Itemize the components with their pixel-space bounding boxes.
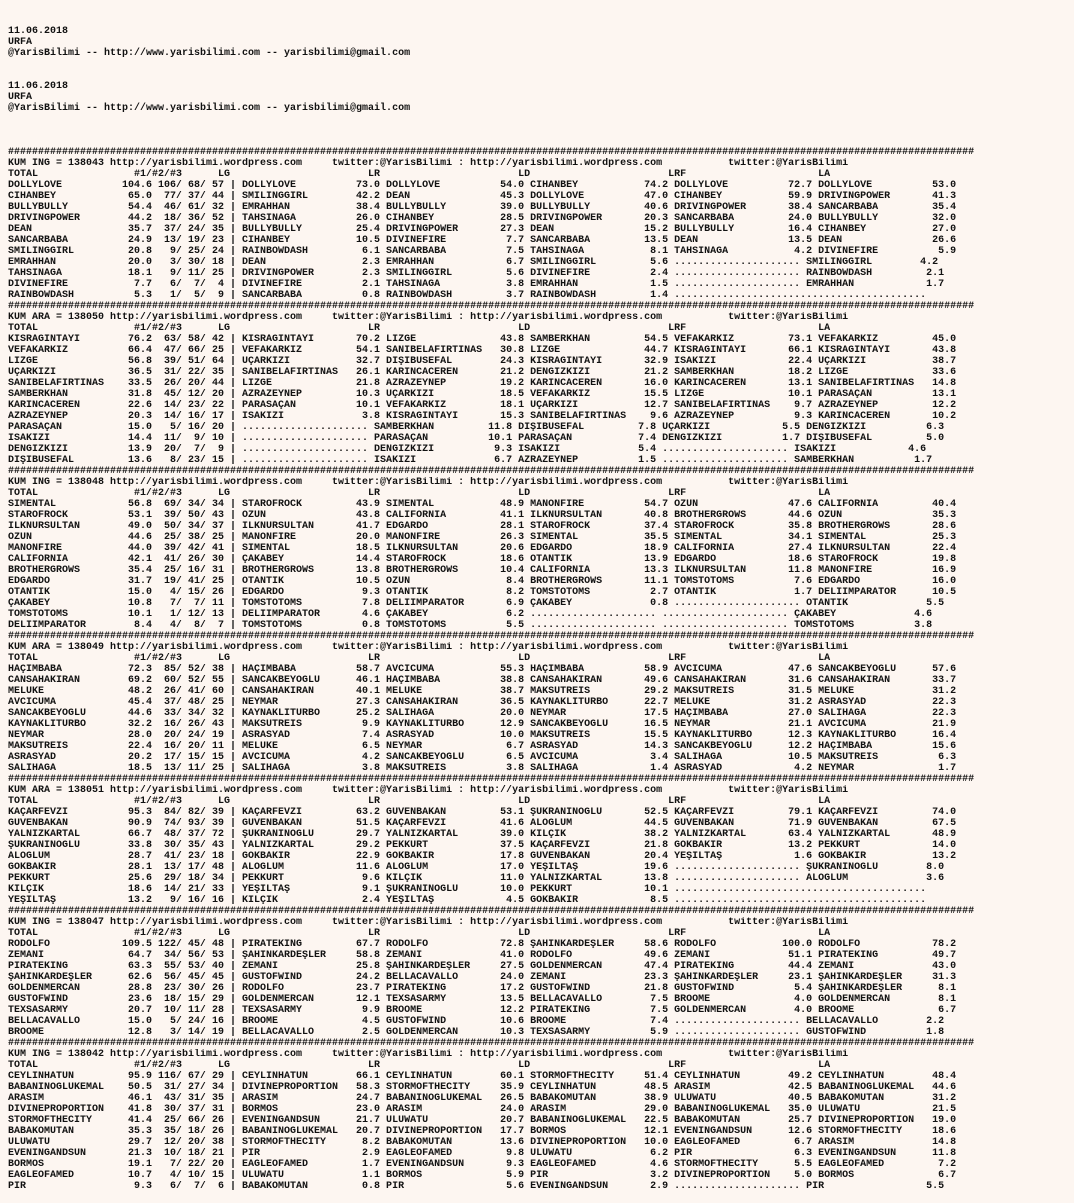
- result-row: SIMENTAL 56.8 69/ 34/ 34 | STAROFROCK 43.9 SIMENTAL 48.9 MANONFIRE 54.7 ÖZÜN 47.6 CALIFORNIA 40.4: [8, 499, 957, 510]
- result-row: YALNIZKARTAL 66.7 48/ 37/ 72 | ŞUKRANINOĞLU 29.7 YALNIZKARTAL 39.0 KILÇIK 38.2 YALNIZKARTAL 63.4 YALNIZKARTAL 48.9: [8, 829, 957, 840]
- result-row: GOLDENMERCAN 28.8 23/ 30/ 26 | RODOLFO 23.7 PIRATEKING 17.2 GUSTOFWIND 21.8 GUSTOFWIND 5.4 ŞAHİNKARDEŞLER 8.1: [8, 983, 957, 994]
- race-title-line: KUM ING = 138042 http://yarisbilimi.wordpress.com twitter:@YarisBilimi : http://yarisbilimi.wordpress.com twitter:@YarisBilimi: [8, 1049, 849, 1060]
- result-row: SANCARBABA 24.9 13/ 19/ 23 | CIHANBEY 10.5 DIVINEFIRE 7.7 SANCARBABA 13.5 DEAN 13.5 DEAN 26.6: [8, 235, 957, 246]
- result-row: GOKBAKIR 28.1 13/ 17/ 48 | ALOGLUM 11.6 ALOGLUM 17.0 YEŞİLTAŞ 19.6 ..................... ŞUKRANINOĞLU 8.0: [8, 862, 945, 873]
- result-row: TEXSASARMY 20.7 10/ 11/ 28 | TEXSASARMY 9.9 BROOME 12.2 PIRATEKING 7.5 GOLDENMERCAN 4.0 BROOME 6.7: [8, 1005, 957, 1016]
- result-row: EDGARDO 31.7 19/ 41/ 25 | OTANTİK 10.5 ÖZÜN 8.4 BROTHERGROWS 11.1 TOMSTOTOMS 7.6 EDGARDO 16.0: [8, 576, 957, 587]
- result-row: RODOLFO 109.5 122/ 45/ 48 | PIRATEKING 67.7 RODOLFO 72.8 ŞAHİNKARDEŞLER 58.6 RODOLFO 100.0 RODOLFO 78.2: [8, 939, 957, 950]
- result-row: DOLLYLOVE 104.6 106/ 68/ 57 | DOLLYLOVE 73.0 DOLLYLOVE 54.0 CIHANBEY 74.2 DOLLYLOVE 72.7 DOLLYLOVE 53.0: [8, 180, 957, 191]
- column-header-line: TOTAL #1/#2/#3 LG LR LD LRF LA: [8, 323, 831, 334]
- report-body: [8, 147, 1074, 1192]
- result-row: YEŞİLTAŞ 13.2 9/ 16/ 16 | KILÇIK 2.4 YEŞİLTAŞ 4.5 GOKBAKIR 8.5 ..........................................: [8, 895, 927, 906]
- result-row: DENGIZKIZI 13.9 20/ 7/ 9 | ..................... DENGIZKIZI 9.3 İSAKIZI 5.4 ..................... İSAKIZI 4.6: [8, 444, 927, 455]
- result-row: ASRASYAD 20.2 17/ 15/ 15 | AVCICUMA 4.2 SANCAKBEYOĞLU 6.5 AVCICUMA 3.4 SALİHAGA 10.5 MAKSUTREİS 6.3: [8, 752, 957, 763]
- result-row: DIVINEFIRE 7.7 6/ 7/ 4 | DIVINEFIRE 2.1 TAHSINAGA 3.8 EMRAHHAN 1.5 ..................... EMRAHHAN 1.7: [8, 279, 945, 290]
- header-line: @YarisBilimi -- http://www.yarisbilimi.com -- yarisbilimi@gmail.com: [8, 103, 411, 114]
- result-row: CALIFORNIA 42.1 41/ 26/ 30 | ÇAKABEY 14.4 STAROFROCK 18.6 OTANTİK 13.9 EDGARDO 18.6 STAROFROCK 19.8: [8, 554, 957, 565]
- result-row: SANİBELAFIRTINAS 33.5 26/ 20/ 44 | LİZGE 21.8 AZRAZEYNEP 19.2 KARINCACEREN 16.0 KARINCACEREN 13.1 SANİBELAFIRTINAS 14.8: [8, 378, 957, 389]
- result-row: İLKNURSULTAN 49.0 50/ 34/ 37 | İLKNURSULTAN 41.7 EDGARDO 28.1 STAROFROCK 37.4 STAROFROCK 35.8 BROTHERGROWS 28.6: [8, 521, 957, 532]
- result-row: ZEMANİ 64.7 34/ 56/ 53 | ŞAHİNKARDEŞLER 58.8 ZEMANİ 41.0 RODOLFO 49.6 ZEMANİ 51.1 PIRATEKING 49.7: [8, 950, 957, 961]
- result-row: ALOGLUM 28.7 41/ 23/ 18 | GOKBAKIR 22.9 GOKBAKIR 17.8 GÜVENBAKAN 20.4 YEŞİLTAŞ 1.6 GOKBAKIR 13.2: [8, 851, 957, 862]
- race-title-line: KUM ARA = 138051 http://yarisbilimi.wordpress.com twitter:@YarisBilimi : http://yarisbilimi.wordpress.com twitter:@YarisBilimi: [8, 785, 849, 796]
- race-title-line: KUM ING = 138048 http://yarisbilimi.wordpress.com twitter:@YarisBilimi : http://yarisbilimi.wordpress.com twitter:@YarisBilimi: [8, 477, 849, 488]
- result-row: BELLACAVALLO 15.0 5/ 24/ 16 | BROOME 4.5 GUSTOFWIND 10.6 BROOME 7.4 ..................... BELLACAVALLO 2.2: [8, 1016, 945, 1027]
- header-line: 11.06.2018: [8, 81, 69, 92]
- result-row: DRIVINGPOWER 44.2 18/ 36/ 52 | TAHSINAGA 26.0 CIHANBEY 28.5 DRIVINGPOWER 20.3 SANCARBABA 24.0 BULLYBULLY 32.0: [8, 213, 957, 224]
- result-row: EMRAHHAN 20.0 3/ 30/ 18 | DEAN 2.3 EMRAHHAN 6.7 SMILINGGIRL 5.6 ..................... SMILINGGIRL 4.2: [8, 257, 939, 268]
- section-divider: #################################################################################################################################################################: [8, 301, 975, 312]
- result-row: VEFAKARKIZ 66.4 47/ 66/ 25 | VEFAKARKIZ 54.1 SANİBELAFIRTINAS 30.8 LİZGE 44.7 KISRAĞINTAYI 66.1 KISRAĞINTAYI 43.8: [8, 345, 957, 356]
- result-row: EAGLEOFAMED 10.7 4/ 10/ 15 | ULUWATU 1.1 BORMOS 5.9 PIR 3.2 DIVINEPROPORTION 5.0 BORMOS 6.7: [8, 1170, 957, 1181]
- result-row: BROOME 12.8 3/ 14/ 19 | BELLACAVALLO 2.5 GOLDENMERCAN 10.3 TEXSASARMY 5.9 ..................... GUSTOFWIND 1.8: [8, 1027, 945, 1038]
- report-header: [8, 26, 1074, 125]
- result-row: KAYNAKLITURBO 32.2 16/ 26/ 43 | MAKSUTREİS 9.9 KAYNAKLITURBO 12.9 SANCAKBEYOĞLU 16.5 NEYMAR 21.1 AVCICUMA 21.9: [8, 719, 957, 730]
- result-row: SANCAKBEYOĞLU 44.6 33/ 34/ 32 | KAYNAKLITURBO 25.2 SALİHAGA 20.0 NEYMAR 17.5 HAÇIMBABA 27.0 SALİHAGA 22.3: [8, 708, 957, 719]
- column-header-line: TOTAL #1/#2/#3 LG LR LD LRF LA: [8, 796, 831, 807]
- result-row: ULUWATU 29.7 12/ 20/ 38 | STORMOFTHECITY 8.2 BABAKOMUTAN 13.6 DIVINEPROPORTION 10.0 EAGLEOFAMED 6.7 ARASIM 14.8: [8, 1137, 957, 1148]
- result-row: OTANTİK 15.0 4/ 15/ 26 | EDGARDO 9.3 OTANTİK 8.2 TOMSTOTOMS 2.7 OTANTİK 1.7 DELİİMPARATOR 10.5: [8, 587, 957, 598]
- section-divider: #################################################################################################################################################################: [8, 466, 975, 477]
- section-divider: #################################################################################################################################################################: [8, 906, 975, 917]
- result-row: DIVINEPROPORTION 41.8 30/ 37/ 31 | BORMOS 23.0 ARASIM 24.0 ARASIM 29.0 BABANINOĞLUKEMAL 35.0 ULUWATU 21.5: [8, 1104, 957, 1115]
- result-row: İSAKIZI 14.4 11/ 9/ 10 | ..................... PARASAÇAN 10.1 PARASAÇAN 7.4 DENGIZKIZI 1.7 DİŞİBUSEFAL 5.0: [8, 433, 945, 444]
- result-row: CEYLİNHATUN 95.9 116/ 67/ 29 | CEYLİNHATUN 66.1 CEYLİNHATUN 60.1 STORMOFTHECITY 51.4 CEYLİNHATUN 49.2 CEYLİNHATUN 48.4: [8, 1071, 957, 1082]
- column-header-line: TOTAL #1/#2/#3 LG LR LD LRF LA: [8, 653, 831, 664]
- column-header-line: TOTAL #1/#2/#3 LG LR LD LRF LA: [8, 488, 831, 499]
- section-divider: #################################################################################################################################################################: [8, 147, 975, 158]
- column-header-line: TOTAL #1/#2/#3 LG LR LD LRF LA: [8, 1060, 831, 1071]
- header-line: [8, 70, 1074, 81]
- section-divider: #################################################################################################################################################################: [8, 1038, 975, 1049]
- result-row: BORMOS 19.1 7/ 22/ 20 | EAGLEOFAMED 1.7 EVENINGANDSUN 9.3 EAGLEOFAMED 4.6 STORMOFTHECITY 5.5 EAGLEOFAMED 7.2: [8, 1159, 957, 1170]
- result-row: TAHSINAGA 18.1 9/ 11/ 25 | DRIVINGPOWER 2.3 SMILINGGIRL 5.6 DIVINEFIRE 2.4 ..................... RAINBOWDASH 2.1: [8, 268, 945, 279]
- result-row: ARASIM 46.1 43/ 31/ 35 | ARASIM 24.7 BABANINOGLUKEMAL 26.5 BABAKOMUTAN 38.9 ULUWATU 40.5 BABAKOMUTAN 31.2: [8, 1093, 957, 1104]
- header-line: URFA: [8, 37, 33, 48]
- result-row: LİZGE 56.8 39/ 51/ 64 | UÇARKIZI 32.7 DİŞİBUSEFAL 24.3 KISRAĞINTAYI 32.9 İSAKIZI 22.4 UÇARKIZI 38.7: [8, 356, 957, 367]
- column-header-line: TOTAL #1/#2/#3 LG LR LD LRF LA: [8, 169, 831, 180]
- result-row: STORMOFTHECITY 41.4 25/ 66/ 26 | EVENINGANDSUN 21.7 ULUWATU 20.7 BABANINOĞLUKEMAL 22.5 BABAKOMUTAN 25.7 DIVINEPROPORTION 19.0: [8, 1115, 957, 1126]
- result-row: RAINBOWDASH 5.3 1/ 5/ 9 | SANCARBABA 0.8 RAINBOWDASH 3.7 RAINBOWDASH 1.4 ..........................................: [8, 290, 927, 301]
- result-row: SAMBERKHAN 31.8 45/ 12/ 20 | AZRAZEYNEP 10.3 UÇARKIZI 18.5 VEFAKARKIZ 15.5 LİZGE 10.1 PARASAÇAN 13.1: [8, 389, 957, 400]
- result-row: SMILINGGIRL 20.8 9/ 25/ 24 | RAINBOWDASH 6.1 SANCARBABA 7.5 TAHSINAGA 8.1 TAHSINAĞA 4.2 DIVINEFIRE 5.9: [8, 246, 957, 257]
- result-row: EVENINGANDSUN 21.3 10/ 18/ 21 | PIR 2.9 EAGLEOFAMED 9.8 ULUWATU 6.2 PIR 6.3 EVENINGANDSUN 11.8: [8, 1148, 957, 1159]
- race-title-line: KUM ING = 138043 http://yarisbilimi.wordpress.com twitter:@YarisBilimi : http://yarisbilimi.wordpress.com twitter:@YarisBilimi: [8, 158, 849, 169]
- result-row: TOMSTOTOMS 10.1 1/ 12/ 13 | DELİİMPARATOR 4.6 ÇAKABEY 6.2 ..................... ..................... ÇAKABEY 4.6: [8, 609, 933, 620]
- race-title-line: KUM ARA = 138050 http://yarisbilimi.wordpress.com twitter:@YarisBilimi : http://yarisbilimi.wordpress.com twitter:@YarisBilimi: [8, 312, 849, 323]
- result-row: KAÇARFEVZİ 95.3 84/ 82/ 39 | KAÇARFEVZİ 63.2 GÜVENBAKAN 53.1 ŞUKRANINOĞLU 52.5 KAÇARFEVZİ 79.1 KAÇARFEVZİ 74.0: [8, 807, 957, 818]
- header-line: [8, 114, 1074, 125]
- result-row: CANSAHAKIRAN 69.2 60/ 52/ 55 | SANCAKBEYOĞLU 46.1 HAÇIMBABA 38.8 CANSAHAKIRAN 49.6 CANSAHAKIRAN 31.6 CANSAHAKIRAN 33.7: [8, 675, 957, 686]
- result-row: ÖZÜN 44.6 25/ 38/ 25 | MANONFIRE 20.0 MANONFIRE 26.3 SIMENTAL 35.5 SIMENTAL 34.1 SIMENTAL 25.3: [8, 532, 957, 543]
- result-row: GÜVENBAKAN 90.9 74/ 93/ 39 | GÜVENBAKAN 51.5 KAÇARFEVZİ 41.6 ALOGLUM 44.5 GÜVENBAKAN 71.9 GÜVENBAKAN 67.5: [8, 818, 957, 829]
- result-row: AZRAZEYNEP 20.3 14/ 16/ 17 | İSAKIZI 3.8 KISRAĞINTAYI 15.3 SANİBELAFIRTINAS 9.6 AZRAZEYNEP 9.3 KARINCACEREN 10.2: [8, 411, 957, 422]
- result-row: KILÇIK 18.6 14/ 21/ 33 | YEŞİLTAŞ 9.1 ŞUKRANINOĞLU 10.0 PEKKURT 10.1 ..........................................: [8, 884, 927, 895]
- header-line: 11.06.2018: [8, 26, 69, 37]
- result-row: BABANINOGLUKEMAL 50.5 31/ 27/ 34 | DIVINEPROPORTION 58.3 STORMOFTHECITY 35.9 CEYLİNHATUN 48.5 ARASIM 42.5 BABANINOGLUKEMAL 44.6: [8, 1082, 957, 1093]
- result-row: PARASAÇAN 15.0 5/ 16/ 20 | ..................... SAMBERKHAN 11.8 DİŞİBUSEFAL 7.8 UÇARKIZI 5.5 DENGIZKIZI 6.3: [8, 422, 945, 433]
- result-row: MANONFIRE 44.0 39/ 42/ 41 | SIMENTAL 18.5 İLKNURSULTAN 20.6 EDGARDO 18.9 CALIFORNIA 27.4 İLKNURSULTAN 22.4: [8, 543, 957, 554]
- result-row: SALİHAGA 18.5 13/ 11/ 25 | SALİHAGA 3.8 MAKSUTREİS 3.8 SALİHAGA 1.4 ASRASYAD 4.2 NEYMAR 1.7: [8, 763, 957, 774]
- result-row: ŞUKRANINOĞLU 33.8 30/ 35/ 43 | YALNIZKARTAL 29.2 PEKKURT 37.5 KAÇARFEVZİ 21.8 GOKBAKIR 13.2 PEKKURT 14.0: [8, 840, 957, 851]
- result-row: DELİİMPARATOR 8.4 4/ 8/ 7 | TOMSTOTOMS 0.8 TOMSTOTOMS 5.5 ..................... ..................... TOMSTOTOMS 3.8: [8, 620, 933, 631]
- result-row: BULLYBULLY 54.4 46/ 61/ 32 | EMRAHHAN 38.4 BULLYBULLY 39.0 BULLYBULLY 40.6 DRIVINGPOWER 38.4 SANCARBABA 35.4: [8, 202, 957, 213]
- result-row: PEKKURT 25.6 29/ 18/ 34 | PEKKURT 9.6 KILÇIK 11.0 YALNIZKARTAL 13.8 ..................... ALOGLUM 3.6: [8, 873, 945, 884]
- column-header-line: TOTAL #1/#2/#3 LG LR LD LRF LA: [8, 928, 831, 939]
- result-row: PIR 9.3 6/ 7/ 6 | BABAKOMUTAN 0.8 PIR 5.6 EVENINGANDSUN 2.9 ..................... PIR 5.5: [8, 1181, 945, 1192]
- result-row: KARINCACEREN 22.6 14/ 23/ 22 | PARASAÇAN 10.1 VEFAKARKIZ 18.1 UÇARKIZI 12.7 SANİBELAFIRTINAS 9.7 AZRAZEYNEP 12.2: [8, 400, 957, 411]
- result-row: MELUKE 48.2 26/ 41/ 60 | CANSAHAKIRAN 40.1 MELUKE 38.7 MAKSUTREİS 29.2 MAKSUTREİS 31.5 MELUKE 31.2: [8, 686, 957, 697]
- result-row: BROTHERGROWS 35.4 25/ 16/ 31 | BROTHERGROWS 13.8 BROTHERGROWS 10.4 CALIFORNIA 13.3 İLKNURSULTAN 11.8 MANONFIRE 16.9: [8, 565, 957, 576]
- result-row: PIRATEKING 63.3 55/ 53/ 40 | ZEMANİ 25.8 ŞAHİNKARDEŞLER 27.5 GOLDENMERCAN 47.4 PIRATEKING 44.4 ZEMANİ 43.0: [8, 961, 957, 972]
- result-row: CIHANBEY 65.0 77/ 37/ 44 | SMILINGGIRL 42.2 DEAN 45.3 DOLLYLOVE 47.0 CIHANBEY 59.9 DRIVINGPOWER 41.3: [8, 191, 957, 202]
- result-row: ÇAKABEY 10.8 7/ 7/ 11 | TOMSTOTOMS 7.8 DELİİMPARATOR 6.9 ÇAKABEY 0.8 ..................... OTANTİK 5.5: [8, 598, 945, 609]
- result-row: NEYMAR 28.0 20/ 24/ 19 | ASRASYAD 7.4 ASRASYAD 10.0 MAKSUTREİS 15.5 KAYNAKLITURBO 12.3 KAYNAKLITURBO 16.4: [8, 730, 957, 741]
- header-line: URFA: [8, 92, 33, 103]
- result-row: GUSTOFWIND 23.6 18/ 15/ 29 | GOLDENMERCAN 12.1 TEXSASARMY 13.5 BELLACAVALLO 7.5 BROOME 4.0 GOLDENMERCAN 8.1: [8, 994, 957, 1005]
- result-row: DEAN 35.7 37/ 24/ 35 | BULLYBULLY 25.4 DRIVINGPOWER 27.3 DEAN 15.2 BULLYBULLY 16.4 CIHANBEY 27.0: [8, 224, 957, 235]
- result-row: MAKSUTREİS 22.4 16/ 20/ 11 | MELUKE 6.5 NEYMAR 6.7 ASRASYAD 14.3 SANCAKBEYOĞLU 12.2 HAÇIMBABA 15.6: [8, 741, 957, 752]
- result-row: HAÇIMBABA 72.3 85/ 52/ 38 | HAÇIMBABA 58.7 AVCICUMA 55.3 HAÇIMBABA 58.9 AVCICUMA 47.6 SANCAKBEYOĞLU 57.6: [8, 664, 957, 675]
- header-line: @YarisBilimi -- http://www.yarisbilimi.com -- yarisbilimi@gmail.com: [8, 48, 411, 59]
- race-title-line: KUM ING = 138047 http://yarisbilimi.wordpress.com twitter:@YarisBilimi : http://yarisbilimi.wordpress.com twitter:@YarisBilimi: [8, 917, 849, 928]
- result-row: KISRAĞINTAYI 76.2 63/ 58/ 42 | KISRAĞINTAYI 70.2 LİZGE 43.8 SAMBERKHAN 54.5 VEFAKARKIZ 73.1 VEFAKARKIZ 45.0: [8, 334, 957, 345]
- result-row: STAROFROCK 53.1 39/ 50/ 43 | ÖZÜN 43.8 CALIFORNIA 41.1 İLKNURSULTAN 40.8 BROTHERGROWS 44.6 ÖZÜN 35.3: [8, 510, 957, 521]
- result-row: UÇARKIZI 36.5 31/ 22/ 35 | SANİBELAFIRTINAS 26.1 KARINCACEREN 21.2 DENGIZKIZI 21.2 SAMBERKHAN 18.2 LİZGE 33.6: [8, 367, 957, 378]
- result-row: BABAKOMUTAN 35.3 35/ 18/ 26 | BABANINOĞLUKEMAL 20.7 DIVINEPROPORTION 17.7 BORMOS 12.1 EVENINGANDSUN 12.6 STORMOFTHECITY 18.6: [8, 1126, 957, 1137]
- section-divider: #################################################################################################################################################################: [8, 631, 975, 642]
- result-row: ŞAHİNKARDEŞLER 62.6 56/ 45/ 45 | GUSTOFWIND 24.2 BELLACAVALLO 24.0 ZEMANİ 23.3 ŞAHİNKARDEŞLER 23.1 ŞAHİNKARDEŞLER 31.3: [8, 972, 957, 983]
- result-row: AVCICUMA 45.4 37/ 48/ 25 | NEYMAR 27.3 CANSAHAKIRAN 36.5 KAYNAKLITURBO 22.7 MELUKE 31.2 ASRASYAD 22.3: [8, 697, 957, 708]
- section-divider: #################################################################################################################################################################: [8, 774, 975, 785]
- race-title-line: KUM ARA = 138049 http://yarisbilimi.wordpress.com twitter:@YarisBilimi : http://yarisbilimi.wordpress.com twitter:@YarisBilimi: [8, 642, 849, 653]
- result-row: DİŞİBUSEFAL 13.6 8/ 23/ 15 | ..................... İSAKIZI 6.7 AZRAZEYNEP 1.5 ..................... SAMBERKHAN 1.7: [8, 455, 933, 466]
- header-line: [8, 59, 1074, 70]
